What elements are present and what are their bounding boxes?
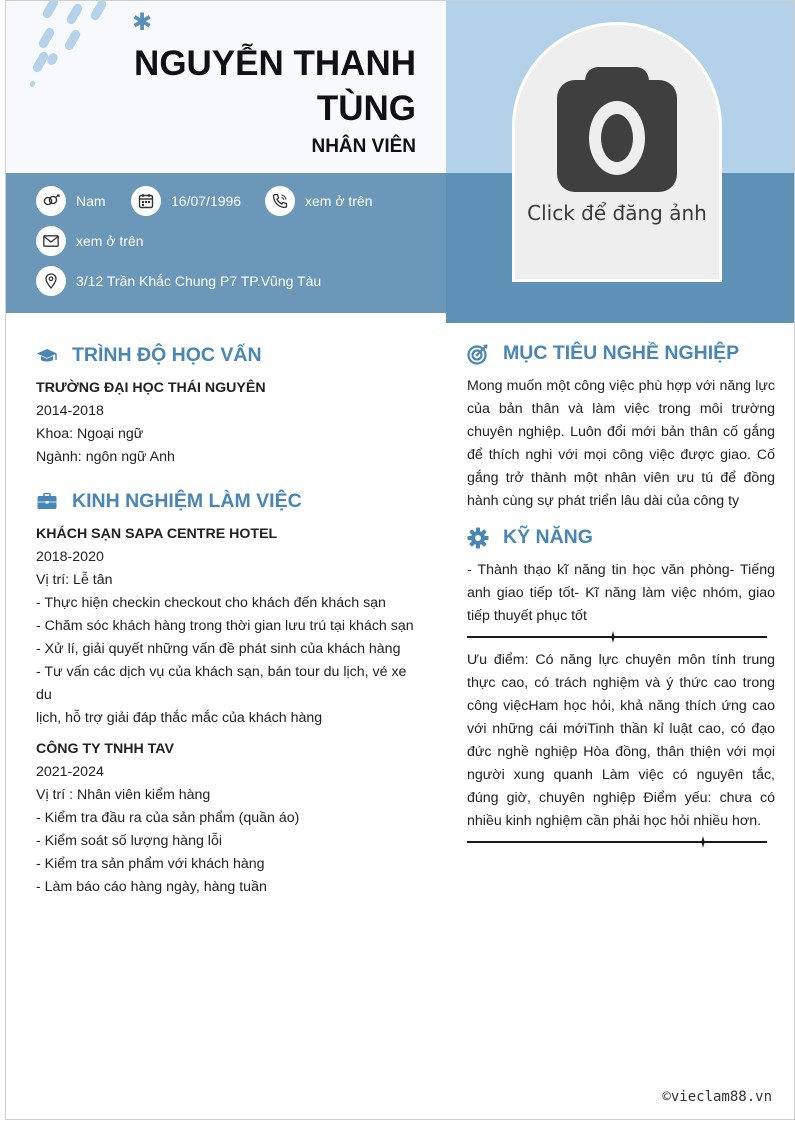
experience-block [36,523,416,899]
star-icon: ✱ [132,9,153,36]
calendar-icon [131,186,161,216]
job-line: Vị trí: Lễ tân [36,572,113,588]
objective-text: Mong muốn một công việc phù hợp với năng lực của bản thân và làm việc trong môi trường chuyên nghiệp. Luôn đổi mới bản thân cố gắng để thích nghi với mọi công việc được giao. Cố gắng trở thành một nhân viên ưu tú để đồng hành cùng sự phát triển lâu dài của công ty [467,378,775,509]
job-years: 2021-2024 [36,764,104,780]
camera-icon [557,62,677,192]
address-field [36,266,321,296]
gender-icon [36,186,66,216]
divider [467,636,767,638]
job-line: Vị trí : Nhân viên kiểm hàng [36,787,211,803]
job-company: CÔNG TY TNHH TAV [36,741,174,757]
birthday-field [131,186,241,216]
job-line: - Thực hiện checkin checkout cho khách đến khách sạn [36,595,386,611]
job-line: - Tư vấn các dịch vụ của khách sạn, bán tour du lịch, vé xe du [36,664,407,703]
email-value: xem ở trên [76,233,144,249]
job-line: - Kiểm tra sản phẩm với khách hàng [36,856,265,872]
photo-upload[interactable] [512,22,722,282]
job-line: - Kiểm tra đầu ra của sản phẩm (quần áo) [36,810,300,826]
job-line: - Xử lí, giải quyết những vấn đề phát sinh của khách hàng [36,641,401,657]
job-company: KHÁCH SẠN SAPA CENTRE HOTEL [36,526,278,542]
gender-field [36,186,106,216]
education-faculty: Khoa: Ngoại ngữ [36,426,144,442]
phone-value: xem ở trên [305,193,373,209]
experience-heading: KINH NGHIỆM LÀM VIỆC [36,490,302,513]
address-value: 3/12 Trần Khắc Chung P7 TP.Vũng Tàu [76,273,322,289]
phone-field [265,186,373,216]
location-pin-icon [36,266,66,296]
education-heading: TRÌNH ĐỘ HỌC VẤN [36,344,262,367]
job-line: - Kiểm soát số lượng hàng lỗi [36,833,222,849]
strengths-text: Ưu điểm: Có năng lực chuyên môn tính trung thực cao, có trách nghiệm và ý thức cao trong công việcHam học hỏi, khả năng thích ứng cao với những cái mớiTinh thần kỉ luật cao, có đạo đức nghề nghiệp Hòa đồng, thân thiện với mọi người xung quanh Làm việc có nguyên tắc, đúng giờ, chuyên nghiệp Điểm yếu: chưa có nhiều kinh nghiệm cần phải học hỏi nhiều hơn. [467,652,775,829]
mail-icon [36,226,66,256]
job-years: 2018-2020 [36,549,104,565]
job-line: - Chăm sóc khách hàng trong thời gian lưu trú tại khách sạn [36,618,414,634]
target-icon [467,343,489,365]
email-field [36,226,144,256]
contact-band [6,173,446,313]
job-line: - Làm báo cáo hàng ngày, hàng tuần [36,879,267,895]
school-name: TRƯỜNG ĐẠI HỌC THÁI NGUYÊN [36,380,266,396]
phone-icon [265,186,295,216]
gear-icon [467,527,489,549]
briefcase-icon [36,491,58,513]
objective-heading: MỤC TIÊU NGHỀ NGHIỆP [467,342,739,365]
divider [467,841,767,843]
gender-value: Nam [76,193,106,209]
job-title: NHÂN VIÊN [311,136,416,157]
education-years: 2014-2018 [36,403,104,419]
photo-upload-label: Click để đăng ảnh [527,201,707,225]
watermark: ©vieclam88.vn [662,1089,772,1105]
job-line: lịch, hỗ trợ giải đáp thắc mắc của khách hàng [36,710,323,726]
education-block [36,377,416,469]
skills-text: - Thành thạo kĩ năng tin học văn phòng- Tiếng anh giao tiếp tốt- Kĩ năng làm việc nhóm, giao tiếp thuyết phục tốt [467,562,775,624]
birthday-value: 16/07/1996 [171,193,242,209]
skills-heading: KỸ NĂNG [467,526,593,549]
graduation-cap-icon [36,345,58,367]
candidate-name: NGUYỄN THANH TÙNG [134,44,416,128]
education-major: Ngành: ngôn ngữ Anh [36,449,175,465]
